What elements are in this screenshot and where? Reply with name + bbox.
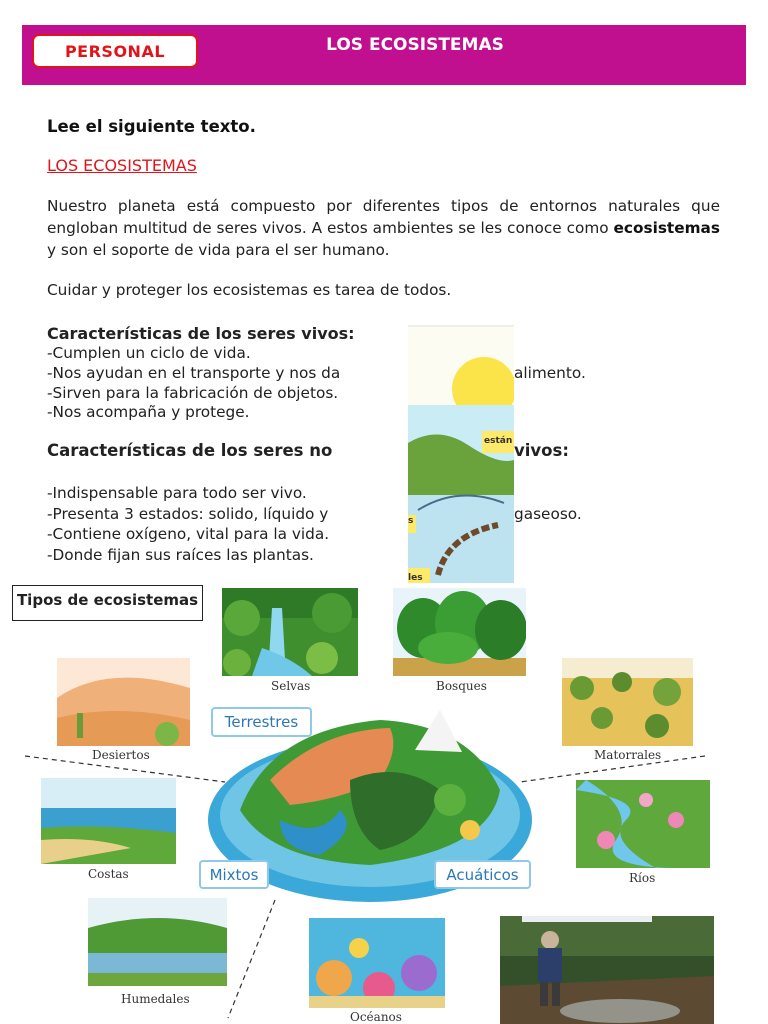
selvas-image <box>222 588 358 676</box>
nonliving-heading-end: vivos: <box>514 441 569 460</box>
caption-rios: Ríos <box>629 871 656 885</box>
personal-badge: PERSONAL <box>32 34 198 68</box>
subtitle: LOS ECOSISTEMAS <box>47 156 197 175</box>
caption-humedales: Humedales <box>121 992 190 1006</box>
oceanos-image <box>309 918 445 1008</box>
rios-image <box>576 780 710 868</box>
types-box: Tipos de ecosistemas <box>12 585 203 621</box>
intro-paragraph: Nuestro planeta está compuesto por diferentes tipos de entornos naturales que engloban multitud de seres vivos. A estos ambientes se les conoce como ecosistemas y son el soporte de vida para el ser humano. <box>47 197 720 259</box>
caption-selvas: Selvas <box>271 679 311 693</box>
living-item: -Nos ayudan en el transporte y nos da <box>47 364 341 382</box>
instruction: Lee el siguiente texto. <box>47 117 256 136</box>
nonliving-item: gaseoso. <box>514 505 582 523</box>
caption-desiertos: Desiertos <box>92 748 150 762</box>
image-label-c: les <box>408 573 423 583</box>
nonliving-heading: Características de los seres no <box>47 441 333 460</box>
living-item: -Sirven para la fabricación de objetos. <box>47 384 339 402</box>
care-paragraph: Cuidar y proteger los ecosistemas es tarea de todos. <box>47 281 452 299</box>
caption-matorrales: Matorrales <box>594 748 662 762</box>
desiertos-image <box>57 658 190 746</box>
farmer-photo <box>500 916 714 1024</box>
caption-bosques: Bosques <box>436 679 487 693</box>
category-mixtos: Mixtos <box>199 860 269 889</box>
category-terrestres: Terrestres <box>211 707 312 737</box>
living-item: alimento. <box>514 364 586 382</box>
caption-costas: Costas <box>88 867 129 881</box>
matorrales-image <box>562 658 693 746</box>
caption-oceanos: Océanos <box>350 1010 402 1024</box>
bosques-image <box>393 588 526 676</box>
humedales-image <box>88 898 227 986</box>
image-label-a: están <box>484 436 513 446</box>
category-acuaticos: Acuáticos <box>434 860 531 889</box>
living-item: -Cumplen un ciclo de vida. <box>47 344 251 362</box>
nonliving-item: -Presenta 3 estados: solido, líquido y <box>47 505 329 523</box>
nonliving-item: -Donde fijan sus raíces las plantas. <box>47 546 314 564</box>
nonliving-item: -Indispensable para todo ser vivo. <box>47 484 307 502</box>
nonliving-item: -Contiene oxígeno, vital para la vida. <box>47 525 330 543</box>
living-item: -Nos acompaña y protege. <box>47 403 250 421</box>
banner-title: LOS ECOSISTEMAS <box>326 35 504 55</box>
water-cycle-image <box>408 325 514 583</box>
image-label-b: s <box>408 516 414 526</box>
living-heading: Características de los seres vivos: <box>47 324 355 343</box>
costas-image <box>41 778 176 864</box>
